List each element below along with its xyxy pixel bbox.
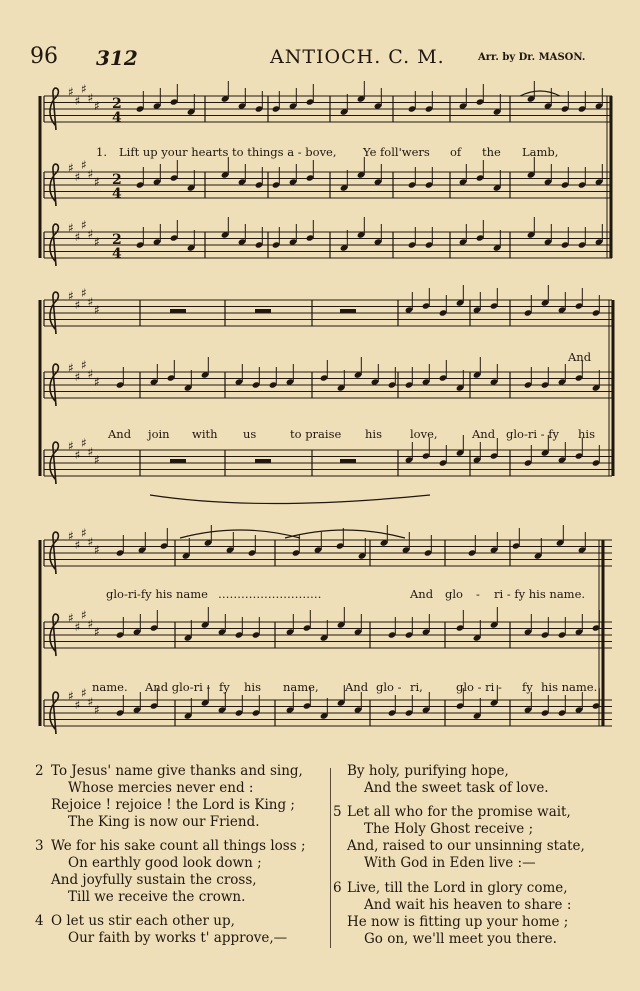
key-sharp: ♯: [81, 686, 87, 700]
key-sharp: ♯: [74, 170, 81, 184]
lyric-s3-m9: fy: [522, 680, 533, 694]
lyric-s3-m3: his: [244, 680, 261, 694]
lyric-s1-b: Ye foll'wers: [363, 145, 430, 159]
lyric-s3-m0: name.: [92, 680, 128, 694]
verse-line: The King is now our Friend.: [68, 814, 260, 830]
lyric-s2-8: glo-ri - fy: [506, 427, 559, 441]
lyric-s1-a: Lift up your hearts to things a - bove,: [119, 145, 337, 159]
verse-line: And the sweet task of love.: [364, 780, 549, 796]
key-sharp: ♯: [87, 695, 94, 709]
verse-line: By holy, purifying hope,: [347, 763, 509, 779]
key-sharp: ♯: [68, 221, 74, 235]
lyric-s3-m1: And glo-ri -: [145, 680, 211, 694]
lyric-s3-m5: And: [345, 680, 369, 694]
verse-line: Live, till the Lord in glory come,: [347, 880, 568, 896]
hymn-number: 312: [96, 46, 138, 70]
lyric-s3-u3: -: [476, 587, 480, 601]
lyric-s3-m4: name,: [283, 680, 319, 694]
time-signature-top: 2: [112, 172, 122, 188]
slur: [180, 530, 300, 538]
time-signature-bottom: 4: [112, 186, 122, 202]
key-sharp: ♯: [74, 538, 81, 552]
verse-line: On earthly good look down ;: [68, 855, 262, 871]
key-sharp: ♯: [87, 367, 94, 381]
key-sharp: ♯: [81, 286, 87, 300]
key-sharp: ♯: [68, 161, 74, 175]
lyric-s1-e: Lamb,: [522, 145, 559, 159]
rest-mark: [255, 459, 271, 463]
key-sharp: ♯: [81, 526, 87, 540]
verse-line: Go on, we'll meet you there.: [364, 931, 557, 947]
arranger-credit: Arr. by Dr. MASON.: [478, 52, 586, 63]
key-sharp: ♯: [87, 91, 94, 105]
lyric-s3-u2: glo: [445, 587, 463, 601]
lyric-s3-u1: And: [410, 587, 434, 601]
verse-number: 5: [333, 804, 342, 820]
verse-line: Our faith by works t' approve,—: [68, 930, 288, 946]
key-sharp: ♯: [87, 167, 94, 181]
time-signature-bottom: 4: [112, 246, 122, 262]
verse-line: And wait his heaven to share :: [364, 897, 572, 913]
lyric-s2-2: with: [192, 427, 218, 441]
verse-number: 3: [35, 838, 44, 854]
time-signature-top: 2: [112, 232, 122, 248]
verse-line: And, raised to our unsinning state,: [347, 838, 585, 854]
hymn-title: ANTIOCH. C. M.: [270, 46, 445, 68]
verse-line: With God in Eden live :—: [364, 855, 536, 871]
verse-line: Whose mercies never end :: [68, 780, 254, 796]
lyric-s3-u0: glo-ri-fy his name: [106, 587, 208, 601]
key-sharp: ♯: [81, 158, 87, 172]
key-sharp: ♯: [68, 361, 74, 375]
verse-number: 2: [35, 763, 44, 779]
key-sharp: ♯: [94, 175, 100, 189]
key-sharp: ♯: [68, 439, 74, 453]
time-signature-top: 2: [112, 96, 122, 112]
rest-mark: [170, 459, 186, 463]
lyric-s2-1: join: [148, 427, 170, 441]
key-sharp: ♯: [68, 289, 74, 303]
lyric-s3-u4: ri - fy his name.: [494, 587, 586, 601]
key-sharp: ♯: [81, 436, 87, 450]
lyric-s2-9: his: [578, 427, 595, 441]
key-sharp: ♯: [94, 375, 100, 389]
rest-mark: [170, 309, 186, 313]
verse-line: Till we receive the crown.: [68, 889, 246, 905]
verse-line: And joyfully sustain the cross,: [51, 872, 257, 888]
key-sharp: ♯: [68, 689, 74, 703]
lyric-s1-d: the: [482, 145, 501, 159]
key-sharp: ♯: [81, 82, 87, 96]
verse-number: 4: [35, 913, 44, 929]
key-sharp: ♯: [81, 358, 87, 372]
key-sharp: ♯: [94, 303, 100, 317]
lyric-s2-4: to praise: [290, 427, 342, 441]
slur: [520, 91, 560, 96]
key-sharp: ♯: [94, 703, 100, 717]
key-sharp: ♯: [94, 625, 100, 639]
lyric-s3-m6: glo -: [376, 680, 402, 694]
lyric-s3-m8: glo - ri -: [456, 680, 502, 694]
key-sharp: ♯: [87, 445, 94, 459]
key-sharp: ♯: [74, 620, 81, 634]
key-sharp: ♯: [94, 453, 100, 467]
verse-line: Let all who for the promise wait,: [347, 804, 571, 820]
key-sharp: ♯: [74, 448, 81, 462]
verse-line: O let us stir each other up,: [51, 913, 235, 929]
page-number: 96: [30, 44, 58, 69]
rest-mark: [340, 459, 356, 463]
key-sharp: ♯: [81, 608, 87, 622]
lyric-s1-verse-number: 1.: [96, 145, 107, 159]
key-sharp: ♯: [74, 94, 81, 108]
rest-mark: [340, 309, 356, 313]
key-sharp: ♯: [81, 218, 87, 232]
key-sharp: ♯: [74, 370, 81, 384]
key-sharp: ♯: [74, 230, 81, 244]
key-sharp: ♯: [94, 235, 100, 249]
rest-mark: [255, 309, 271, 313]
lyric-s2-0: And: [108, 427, 132, 441]
key-sharp: ♯: [94, 543, 100, 557]
key-sharp: ♯: [68, 85, 74, 99]
lyric-s3-m2: fy: [219, 680, 230, 694]
lyric-s2-6: love,: [410, 427, 438, 441]
lyric-s2-3: us: [243, 427, 257, 441]
time-signature-bottom: 4: [112, 110, 122, 126]
key-sharp: ♯: [87, 617, 94, 631]
lyric-s3-u-dots: ………………………: [218, 587, 322, 601]
key-sharp: ♯: [74, 698, 81, 712]
key-sharp: ♯: [68, 529, 74, 543]
tie: [150, 495, 430, 504]
lyric-s2-and: And: [568, 350, 592, 364]
key-sharp: ♯: [74, 298, 81, 312]
lyric-s1-c: of: [450, 145, 462, 159]
lyric-s2-7: And: [472, 427, 496, 441]
key-sharp: ♯: [94, 99, 100, 113]
verse-line: Rejoice ! rejoice ! the Lord is King ;: [51, 797, 295, 813]
key-sharp: ♯: [87, 535, 94, 549]
lyric-s3-m10: his name.: [541, 680, 598, 694]
lyric-s3-m7: ri,: [410, 680, 423, 694]
key-sharp: ♯: [87, 295, 94, 309]
key-sharp: ♯: [87, 227, 94, 241]
verse-line: He now is fitting up your home ;: [347, 914, 569, 930]
lyric-s2-5: his: [365, 427, 382, 441]
verse-line: The Holy Ghost receive ;: [364, 821, 534, 837]
verse-line: We for his sake count all things loss ;: [51, 838, 306, 854]
verse-line: To Jesus' name give thanks and sing,: [51, 763, 303, 779]
verse-number: 6: [333, 880, 342, 896]
key-sharp: ♯: [68, 611, 74, 625]
verse-column-divider: [330, 768, 331, 948]
